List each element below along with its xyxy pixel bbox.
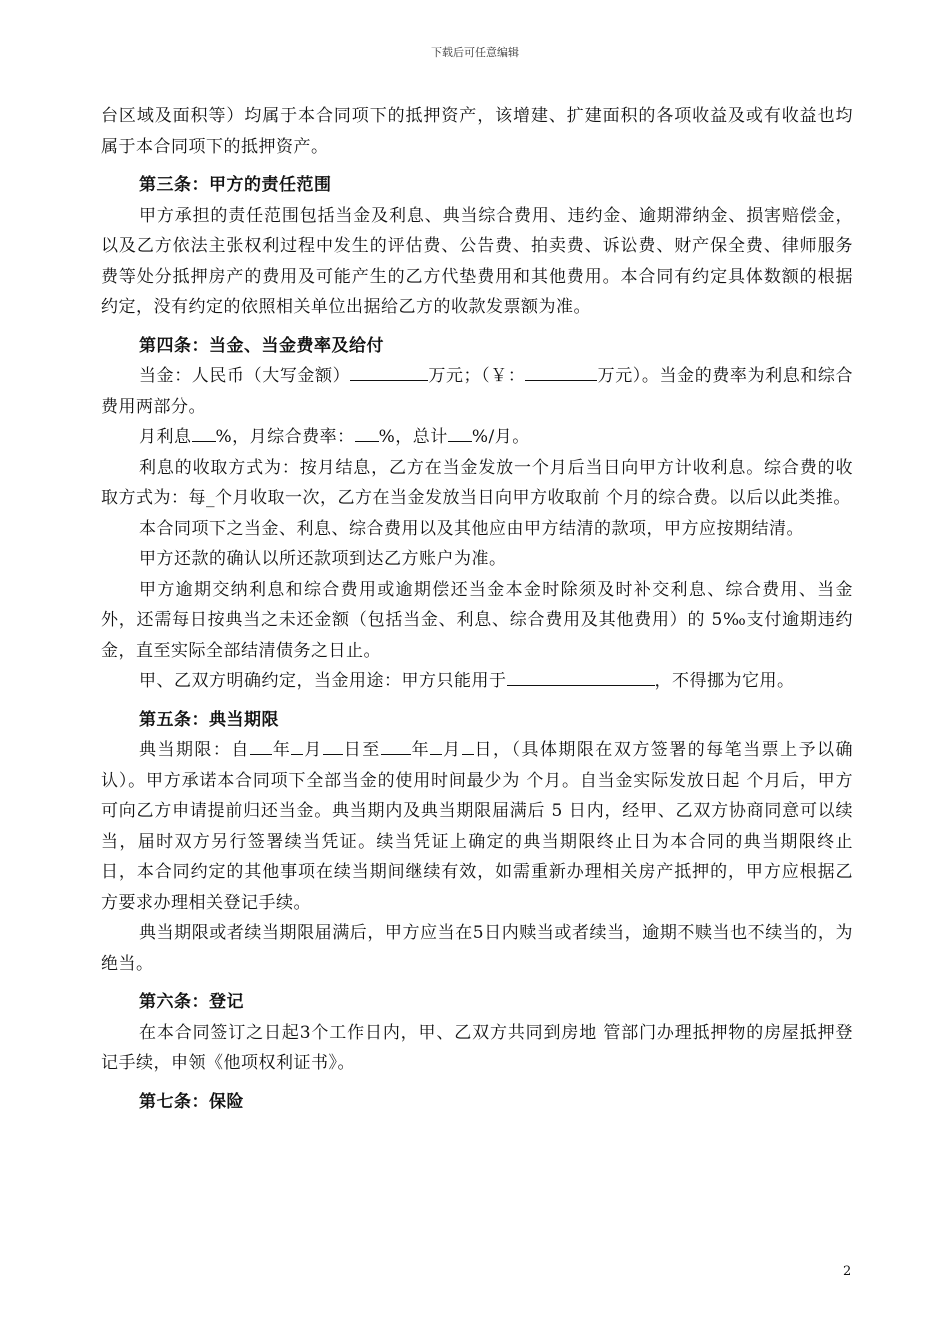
paragraph: 甲、乙双方明确约定，当金用途：甲方只能用于 ，不得挪为它用。	[139, 671, 795, 691]
paragraph: 在本合同签订之日起3个工作日内，甲、乙双方共同到房地 管部门办理抵押物的房屋抵押登记手续，申领《他项权利证书》。	[101, 1022, 853, 1073]
paragraph: 月利息 %，月综合费率： %，总计 %/月。	[139, 427, 530, 447]
paragraph: 甲方承担的责任范围包括当金及利息、典当综合费用、违约金、逾期滞纳金、损害赔偿金，以及乙方依法主张权利过程中发生的评估费、公告费、拍卖费、诉讼费、财产保全费、律师服务费等处分抵押房产的费用及可能产生的乙方代垫费用和其他费用。本合同有约定具体数额的根据约定，没有约定的依照相关单位出据给乙方的收款发票额为准。	[101, 205, 853, 317]
paragraph: 本合同项下之当金、利息、综合费用以及其他应由甲方结清的款项，甲方应按期结清。	[139, 518, 804, 539]
paragraph: 典当期限或者续当期限届满后，甲方应当在5日内赎当或者续当，逾期不赎当也不续当的，为绝当。	[101, 923, 853, 974]
section-heading: 第四条：当金、当金费率及给付	[139, 335, 384, 356]
paragraph: 当金：人民币（大写金额） 万元；（￥： 万元）。当金的费率为利息和综合费用两部分。	[101, 366, 854, 417]
paragraph: 利息的收取方式为：按月结息，乙方在当金发放一个月后当日向甲方计收利息。综合费的收取方式为：每_个月收取一次，乙方在当金发放当日向甲方收取前 个月的综合费。以后以此类推。	[101, 457, 853, 508]
section-heading: 第六条：登记	[139, 992, 244, 1012]
paragraph: 台区域及面积等）均属于本合同项下的抵押资产，该增建、扩建面积的各项收益及或有收益也均属于本合同项下的抵押资产。	[101, 106, 853, 157]
document-body	[101, 101, 853, 1117]
section-heading: 第五条：典当期限	[139, 709, 279, 730]
section-heading: 第七条：保险	[139, 1091, 244, 1112]
page-header: 下载后可任意编辑	[431, 46, 519, 59]
section-heading: 第三条：甲方的责任范围	[139, 175, 332, 195]
paragraph: 甲方还款的确认以所还款项到达乙方账户为准。	[139, 549, 507, 569]
paragraph: 典当期限：自 年 月 日至 年 月 日，（具体期限在双方签署的每笔当票上予以确认）。甲方承诺本合同项下全部当金的使用时间最少为 个月。自当金实际发放日起 个月后，甲方可向乙方申请提前归还当金。典当期内及典当期限届满后 5 日内，经甲、乙双方协商同意可以续当，届时双方另行签署续当凭证。续当凭证上确定的典当期限终止日为本合同的典当期限终止日，本合同约定的其他事项在续当期间继续有效，如需重新办理相关房产抵押的，甲方应根据乙方要求办理相关登记手续。	[101, 740, 854, 913]
page-number: 2	[843, 1264, 852, 1279]
paragraph: 甲方逾期交纳利息和综合费用或逾期偿还当金本金时除须及时补交利息、综合费用、当金外，还需每日按典当之未还金额（包括当金、利息、综合费用及其他费用）的 5‰支付逾期违约金，直至实际全部结清债务之日止。	[101, 579, 853, 661]
